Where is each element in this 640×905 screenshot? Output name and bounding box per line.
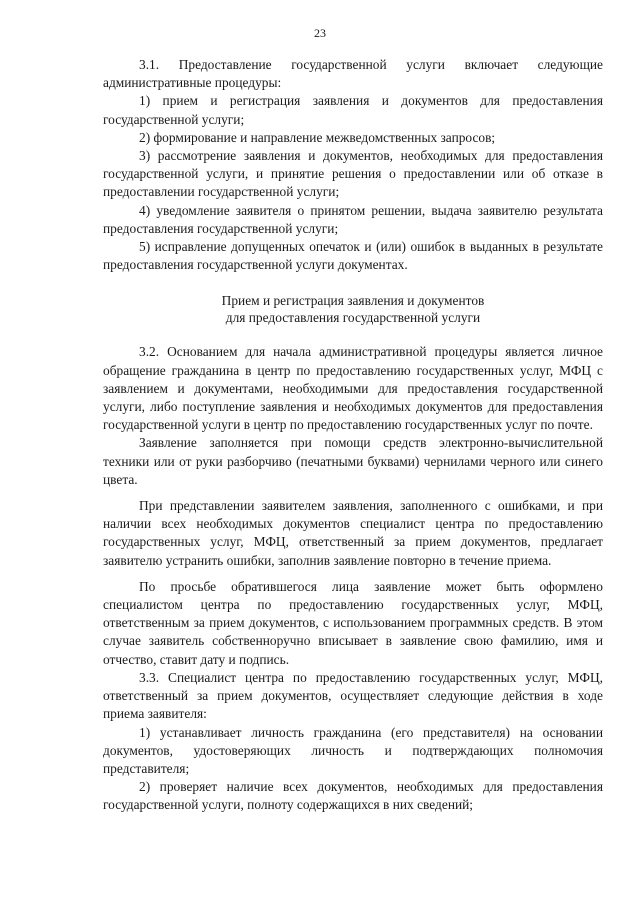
- action-item-1: 1) устанавливает личность гражданина (его представителя) на основании документов, удостоверяющих личность и подтверждающих полномочия представителя;: [103, 724, 603, 776]
- paragraph-3-3: 3.3. Специалист центра по предоставлению государственных услуг, МФЦ, ответственный за прием документов, осуществляет следующие действия в ходе приема заявителя:: [103, 669, 603, 722]
- paragraph-3-1: 3.1. Предоставление государственной услуги включает следующие административные процедуры:: [103, 57, 603, 91]
- list-item-1: 1) прием и регистрация заявления и документов для предоставления государственной услуги;: [103, 93, 603, 127]
- section-heading: [103, 292, 603, 326]
- document-body: [103, 56, 603, 815]
- list-item-3: 3) рассмотрение заявления и документов, необходимых для предоставления государственной услуги, и принятие решения о предоставлении или об отказе в предоставлении государственной услуги;: [103, 148, 603, 200]
- action-item-2: 2) проверяет наличие всех документов, необходимых для предоставления государственной услуги, полноту содержащихся в них сведений;: [103, 779, 603, 813]
- page-number: 23: [314, 26, 326, 40]
- paragraph-3-2: 3.2. Основанием для начала административной процедуры является личное обращение гражданина в центр по предоставлению государственных услуг, МФЦ с заявлением и документами, необходимыми для предоставления государственной услуги, либо поступление заявления и необходимых документов для предоставления государственной услуги в центр по предоставлению государственных услуг по почте.: [103, 344, 603, 433]
- list-item-4: 4) уведомление заявителя о принятом решении, выдача заявителю результата предоставления государственной услуги;: [103, 202, 603, 236]
- heading-line-1: Прием и регистрация заявления и документов: [221, 293, 485, 309]
- heading-line-2: для предоставления государственной услуги: [225, 310, 481, 326]
- paragraph-errors: При представлении заявителем заявления, заполненного с ошибками, и при наличии всех необходимых документов специалист центра по предоставлению государственных услуг, МФЦ, ответственный за прием документов, предлагает заявителю устранить ошибки, заполнив заявление повторно в течение приема.: [103, 498, 603, 568]
- paragraph-request: По просьбе обратившегося лица заявление может быть оформлено специалистом центра по предоставлению государственных услуг, МФЦ, ответственным за прием документов, с использованием программных средств. В этом случае заявитель собственноручно вписывает в заявление свою фамилию, имя и отчество, ставит дату и подпись.: [103, 578, 603, 667]
- list-item-5: 5) исправление допущенных опечаток и (или) ошибок в выданных в результате предоставления государственной услуги документах.: [103, 239, 603, 273]
- paragraph-application-fill: Заявление заполняется при помощи средств электронно-вычислительной техники или от руки разборчиво (печатными буквами) чернилами черного или синего цвета.: [103, 435, 603, 487]
- list-item-2: 2) формирование и направление межведомственных запросов;: [139, 129, 496, 145]
